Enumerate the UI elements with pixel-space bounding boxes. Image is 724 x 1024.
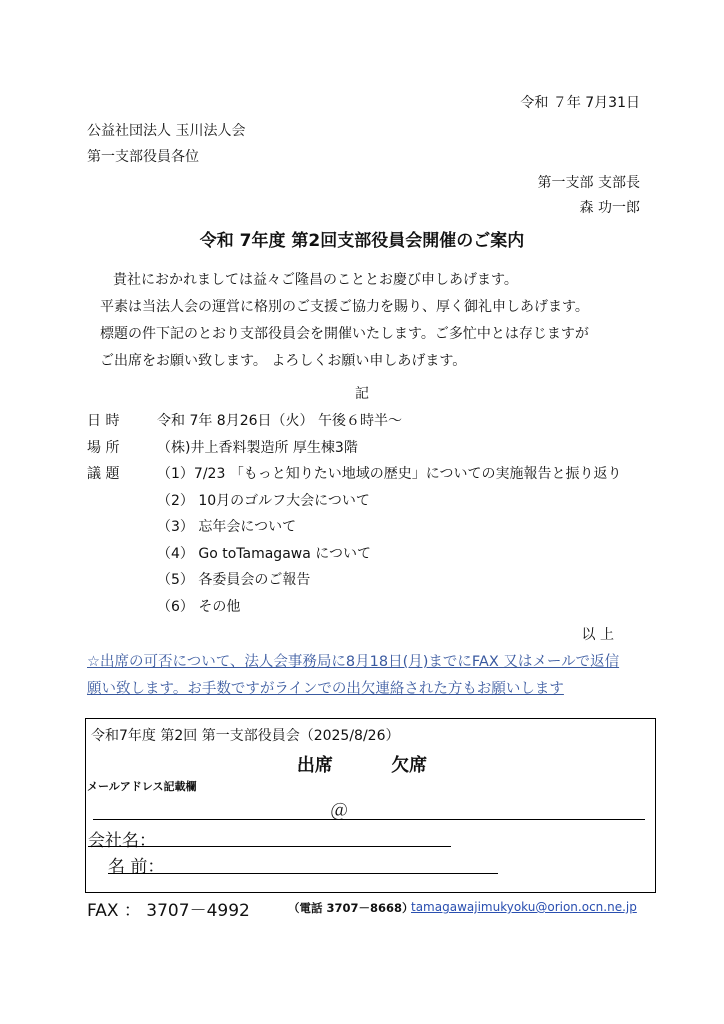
body-paragraph-line: 標題の件下記のとおり支部役員会を開催いたします。ご多忙中とは存じますが	[100, 326, 589, 342]
agenda-item: （1）7/23 「もっと知りたい地域の歴史」についての実施報告と振り返り	[157, 466, 622, 482]
agenda-item: （2） 10月のゴルフ大会について	[157, 493, 370, 509]
datetime-value: 令和 7年 8月26日（火） 午後６時半～	[157, 413, 402, 429]
attend-option[interactable]: 出席	[296, 755, 333, 776]
body-paragraph-line: 平素は当法人会の運営に格別のご支援ご協力を賜り、厚く御礼申しあげます。	[100, 299, 589, 315]
document-date: 令和 ７年 7月31日	[520, 95, 640, 111]
attendance-options	[0, 751, 724, 777]
sender-name: 森 功一郎	[579, 200, 640, 216]
company-field[interactable]	[88, 846, 451, 847]
reply-form-title: 令和7年度 第2回 第一支部役員会（2025/8/26）	[91, 728, 400, 744]
name-label: 名 前：	[108, 857, 165, 877]
agenda-item: （4） Go toTamagawa について	[157, 546, 371, 562]
closing-mark: 以 上	[581, 627, 614, 643]
recipient-organization: 公益社団法人 玉川法人会	[87, 123, 246, 139]
body-paragraph-line: ご出席をお願い致します。 よろしくお願い申しあげます。	[100, 353, 467, 369]
contact-email-link[interactable]: tamagawajimukyoku@orion.ocn.ne.jp	[411, 900, 637, 914]
company-label: 会社名：	[88, 831, 156, 851]
agenda-item: （5） 各委員会のご報告	[157, 572, 311, 588]
datetime-label: 日 時	[87, 413, 120, 429]
at-sign: ＠	[330, 801, 348, 822]
name-field[interactable]	[108, 873, 498, 874]
notice-line: 願い致します。お手数ですがラインでの出欠連絡された方もお願いします	[87, 681, 564, 697]
place-label: 場 所	[87, 440, 120, 456]
notice-line: ☆出席の可否について、法人会事務局に8月18日(月)までにFAX 又はメールで返信	[87, 654, 620, 670]
email-field-label: メールアドレス記載欄	[87, 780, 197, 793]
agenda-item: （3） 忘年会について	[157, 519, 297, 535]
body-paragraph-line: 貴社におかれましては益々ご隆昌のこととお慶び申しあげます。	[113, 272, 518, 288]
ki-heading: 記	[355, 386, 369, 402]
phone-number: （電話 3707－8668）	[288, 901, 414, 915]
recipient-members: 第一支部役員各位	[87, 149, 199, 165]
fax-number: FAX ： 3707－4992	[87, 901, 250, 921]
agenda-label: 議 題	[87, 466, 120, 482]
place-value: （株)井上香料製造所 厚生棟3階	[157, 440, 358, 456]
document-title: 令和 7年度 第2回支部役員会開催のご案内	[199, 231, 525, 251]
sender-title: 第一支部 支部長	[537, 175, 640, 191]
agenda-item: （6） その他	[157, 599, 241, 615]
email-field[interactable]	[93, 819, 645, 820]
absent-option[interactable]: 欠席	[391, 755, 428, 776]
